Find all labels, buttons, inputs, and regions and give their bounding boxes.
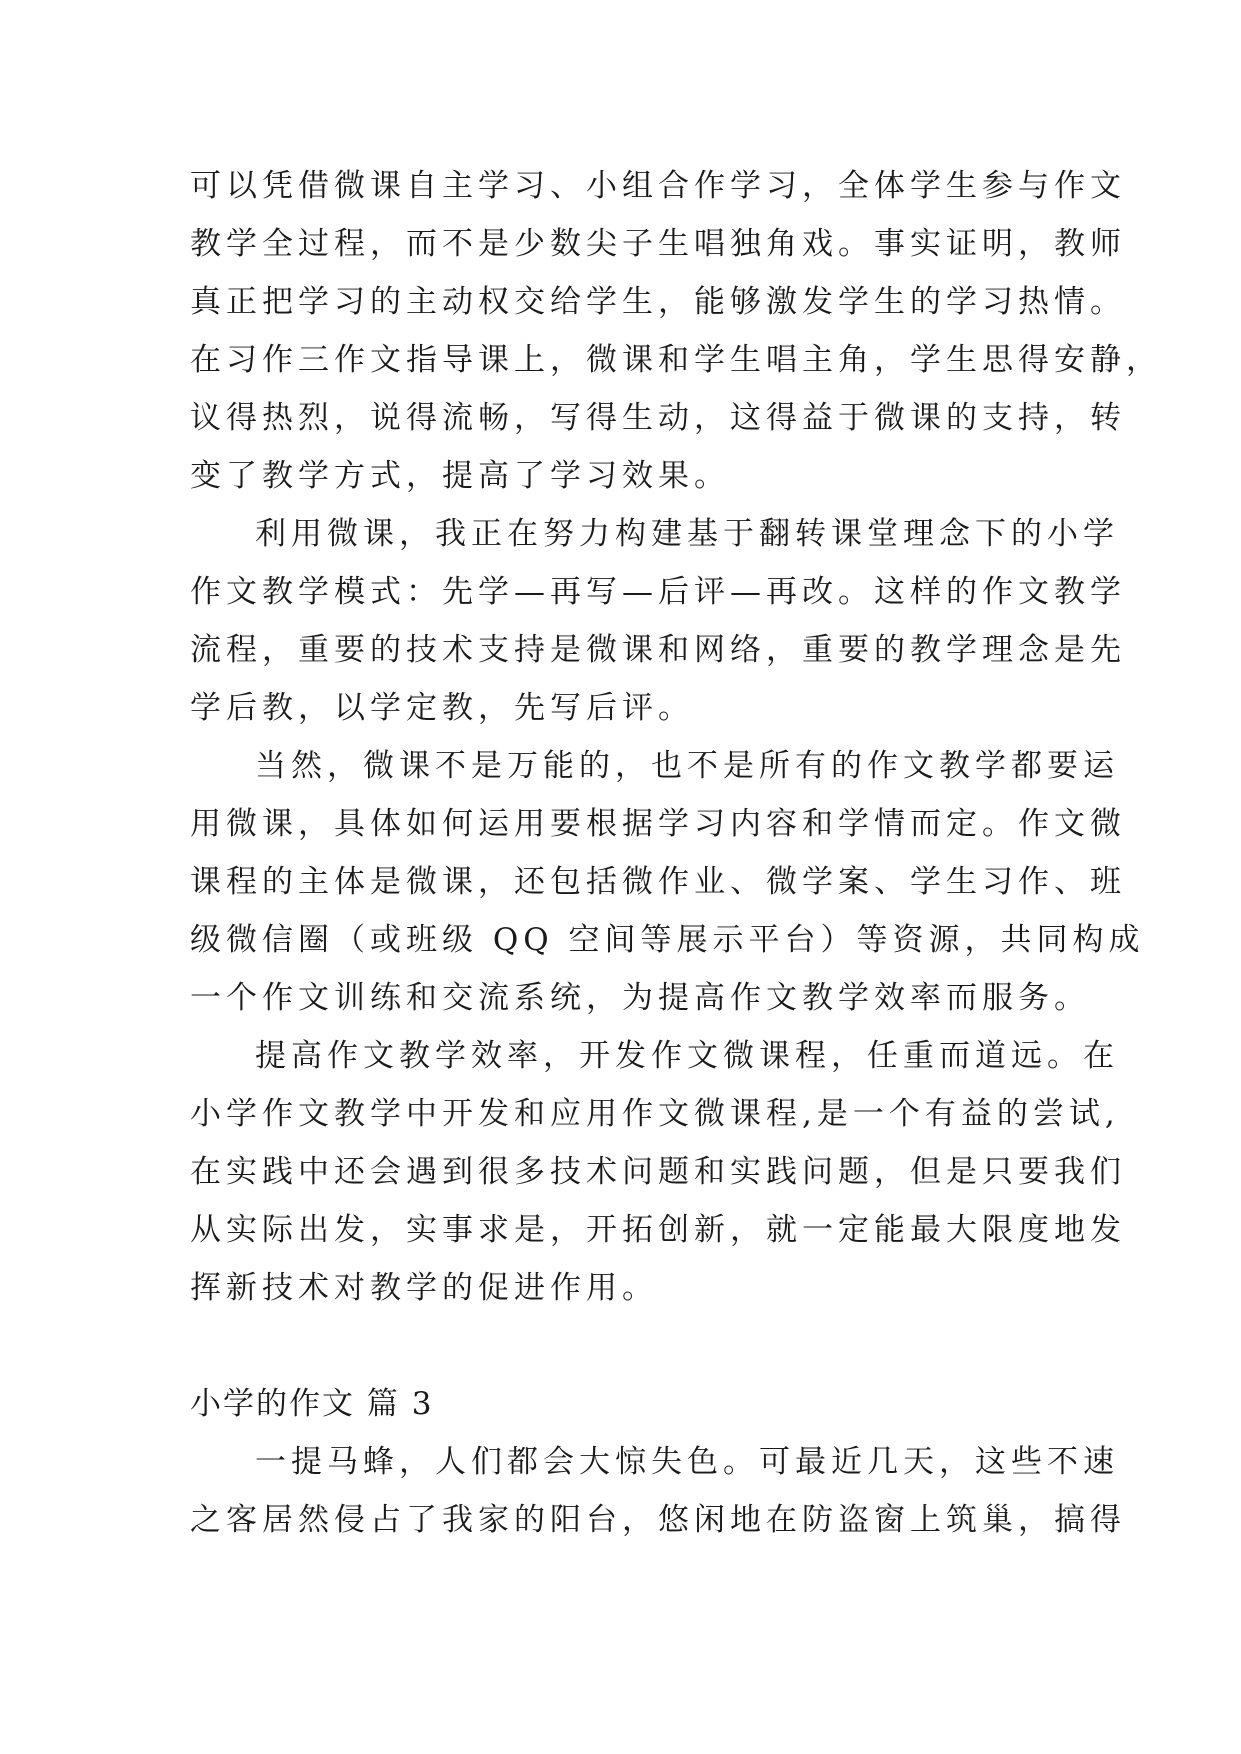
text-line: 教学全过程，而不是少数尖子生唱独角戏。事实证明，教师 <box>190 226 1126 262</box>
text-line: 之客居然侵占了我家的阳台，悠闲地在防盗窗上筑巢，搞得 <box>190 1502 1126 1538</box>
paragraph-start-line: 利用微课，我正在努力构建基于翻转课堂理念下的小学 <box>255 516 1119 552</box>
text-line: 议得热烈，说得流畅，写得生动，这得益于微课的支持，转 <box>190 400 1126 436</box>
paragraph-start-line: 提高作文教学效率，开发作文微课程，任重而道远。在 <box>255 1038 1119 1074</box>
text-line: 挥新技术对教学的促进作用。 <box>190 1270 658 1306</box>
text-line: 级微信圈（或班级 QQ 空间等展示平台）等资源，共同构成 <box>190 922 1145 958</box>
text-line: 从实际出发，实事求是，开拓创新，就一定能最大限度地发 <box>190 1212 1126 1248</box>
text-line: 在实践中还会遇到很多技术问题和实践问题，但是只要我们 <box>190 1154 1126 1190</box>
text-line: 用微课，具体如何运用要根据学习内容和学情而定。作文微 <box>190 806 1126 842</box>
text-line: 小学作文教学中开发和应用作文微课程,是一个有益的尝试, <box>190 1096 1120 1132</box>
text-line: 真正把学习的主动权交给学生，能够激发学生的学习热情。 <box>190 284 1126 320</box>
text-line: 学后教，以学定教，先写后评。 <box>190 690 694 726</box>
paragraph-start-line: 当然，微课不是万能的，也不是所有的作文教学都要运 <box>255 748 1119 784</box>
text-line: 课程的主体是微课，还包括微作业、微学案、学生习作、班 <box>190 864 1126 900</box>
text-line: 变了教学方式，提高了学习效果。 <box>190 458 730 494</box>
section-heading: 小学的作文 篇 3 <box>190 1386 434 1422</box>
text-line: 一个作文训练和交流系统，为提高作文教学效率而服务。 <box>190 980 1090 1016</box>
text-line: 可以凭借微课自主学习、小组合作学习，全体学生参与作文 <box>190 168 1126 204</box>
text-line: 流程，重要的技术支持是微课和网络，重要的教学理念是先 <box>190 632 1126 668</box>
text-line: 在习作三作文指导课上，微课和学生唱主角，学生思得安静， <box>190 342 1162 378</box>
text-line: 作文教学模式：先学—再写—后评—再改。这样的作文教学 <box>190 574 1126 610</box>
paragraph-start-line: 一提马蜂，人们都会大惊失色。可最近几天，这些不速 <box>255 1444 1119 1480</box>
